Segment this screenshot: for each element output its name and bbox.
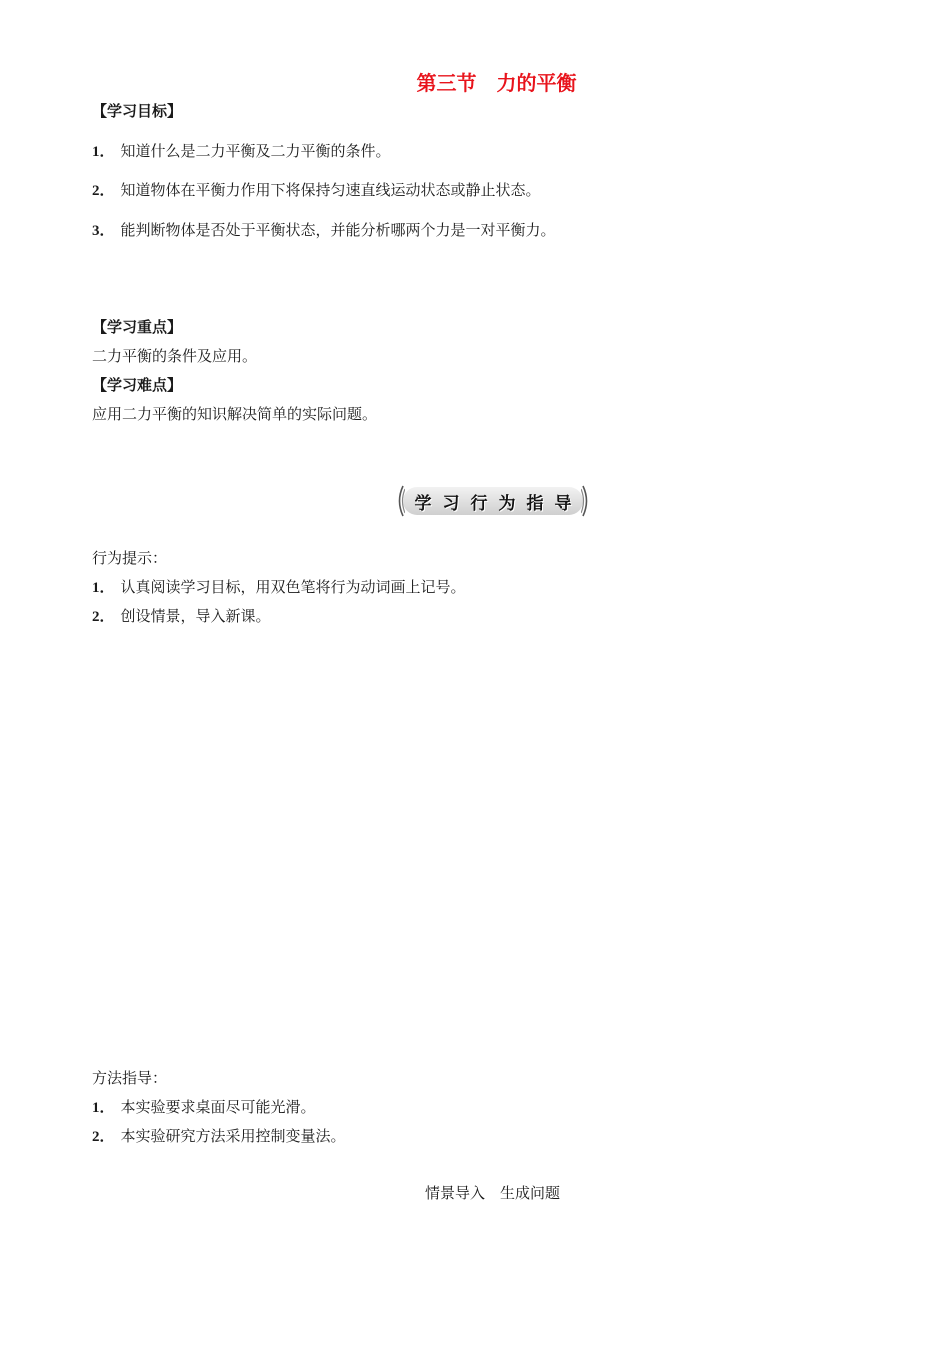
- banner-right-ornament-icon: [581, 484, 591, 518]
- behavior-text: 认真阅读学习目标，用双色笔将行为动词画上记号。: [120, 578, 466, 596]
- method-text: 本实验研究方法采用控制变量法。: [120, 1127, 346, 1145]
- banner-char: 习: [442, 493, 460, 514]
- method-number: 2．: [92, 1129, 115, 1145]
- goals-heading: 【学习目标】: [92, 102, 183, 120]
- goal-number: 2．: [92, 183, 115, 199]
- behavior-text: 创设情景，导入新课。: [120, 607, 271, 625]
- method-item-2: [92, 1126, 346, 1147]
- difficulty-text: 应用二力平衡的知识解决简单的实际问题。: [92, 405, 378, 423]
- behavior-item-2: [92, 606, 271, 627]
- difficulty-heading: 【学习难点】: [92, 376, 183, 394]
- method-heading: 方法指导：: [92, 1069, 168, 1087]
- scene-heading: 情景导入 生成问题: [424, 1184, 560, 1202]
- goal-number: 3．: [92, 223, 115, 239]
- goal-item-1: [92, 141, 391, 162]
- goal-text: 知道物体在平衡力作用下将保持匀速直线运动状态或静止状态。: [120, 181, 541, 199]
- key-point-text: 二力平衡的条件及应用。: [92, 347, 258, 365]
- goal-text: 能判断物体是否处于平衡状态，并能分析哪两个力是一对平衡力。: [120, 221, 556, 239]
- banner-char: 指: [526, 493, 544, 514]
- behavior-number: 2．: [92, 609, 115, 625]
- banner-char: 行: [470, 493, 488, 514]
- goal-item-2: [92, 180, 541, 201]
- banner-char: 为: [498, 493, 516, 514]
- page-title: 第三节 力的平衡: [416, 71, 577, 95]
- method-number: 1．: [92, 1100, 115, 1116]
- banner-char: 导: [554, 493, 572, 514]
- banner-text-box: [403, 487, 583, 515]
- banner-char: 学: [414, 493, 432, 514]
- method-text: 本实验要求桌面尽可能光滑。: [120, 1098, 316, 1116]
- goal-text: 知道什么是二力平衡及二力平衡的条件。: [120, 142, 391, 160]
- method-item-1: [92, 1097, 316, 1118]
- goal-item-3: [92, 220, 556, 241]
- behavior-item-1: [92, 577, 466, 598]
- behavior-number: 1．: [92, 580, 115, 596]
- section-banner: [395, 484, 591, 518]
- behavior-heading: 行为提示：: [92, 549, 168, 567]
- goal-number: 1．: [92, 144, 115, 160]
- key-point-heading: 【学习重点】: [92, 318, 183, 336]
